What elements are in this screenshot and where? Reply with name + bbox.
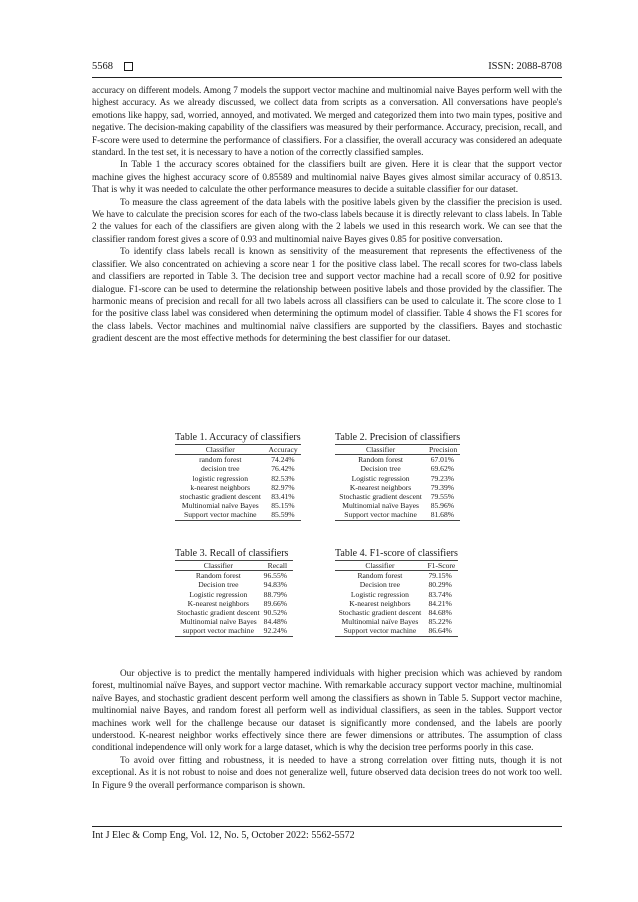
table-row [335, 617, 458, 626]
value-cell: 79.23% [430, 473, 455, 483]
table-row [335, 590, 458, 599]
classifier-cell: Multinomial naïve Bayes [179, 617, 257, 627]
paragraph: accuracy on different models. Among 7 models the support vector machine and multinomial naive Bayes perform well with the highest accuracy. As we already discussed, we collect data from scripts as a conversation. All conversations have people's emotions like happy, sad, worried, annoyed, and motivated. We merged and categorized them into two main types, positive and negative. The decision-making capability of the classifiers was measured by their performance. Accuracy, precision, recall, and F-score were used to determine the performance of classifiers. For a classifier, the overall accuracy was considered an adequate standard. In the test set, it is necessary to have a notion of the correctly classified samples. [92, 85, 562, 158]
classifier-cell: logistic regression [192, 473, 248, 483]
table-row [335, 580, 458, 589]
table-row [335, 464, 460, 473]
value-cell: 94.83% [263, 580, 288, 590]
value-cell: 92.24% [262, 626, 293, 636]
value-cell: 85.96% [430, 501, 455, 511]
classifier-cell: decision tree [200, 464, 240, 474]
classifier-cell: K-nearest neighbors [349, 482, 412, 492]
footer-citation: Int J Elec & Comp Eng, Vol. 12, No. 5, October 2022: 5562-5572 [92, 830, 355, 841]
value-cell: 76.42% [271, 464, 295, 474]
table-row [175, 483, 301, 492]
value-cell: 79.55% [430, 492, 455, 502]
paragraph: Our objective is to predict the mentally hampered individuals with higher precision which was achieved by random forest, multinomial naïve Bayes, and support vector machine. With remarkable accuracy support vector machine, multinomial naïve Bayes, and stochastic gradient descent perform well among the classifiers as shown in Table 5. Support vector machine, multinomial naive Bayes, and random forest all perform well as individual classifiers, as seen in the tables. Support vector machines work well for the challenge because our dataset is significantly more condensed, and the labels are poorly understood. K-nearest neighbor works effectively since there are fewer dimensions or attributes. The assumption of class conditional independence will only work for a large dataset, which is why the decision tree performs poorly in this case. [92, 668, 562, 753]
classifier-cell: Random forest [358, 455, 404, 465]
table-row [335, 474, 460, 483]
column-header: Precision [426, 445, 460, 455]
classifier-cell: random forest [199, 455, 242, 465]
classifier-cell: Support vector machine [335, 510, 426, 520]
value-cell: 69.62% [430, 464, 455, 474]
classifier-cell: Decision tree [360, 464, 401, 474]
table-row [175, 617, 293, 626]
table-row [175, 608, 293, 617]
table-3-recall [175, 547, 293, 637]
table-row [335, 501, 460, 510]
table-row [175, 474, 301, 483]
value-cell: 84.68% [428, 608, 452, 618]
classifier-cell: Stochastic gradient descent [177, 608, 260, 618]
value-cell: 83.41% [271, 492, 295, 502]
table-row [335, 599, 458, 608]
value-cell: 88.79% [263, 589, 288, 599]
table-row [175, 464, 301, 473]
separator-square-icon [124, 62, 133, 71]
value-cell: 85.15% [271, 501, 295, 511]
classifier-cell: K-nearest neighbors [349, 598, 411, 608]
value-cell: 79.39% [430, 482, 455, 492]
classifier-cell: Multinomial naïve Bayes [181, 501, 259, 511]
value-cell: 67.01% [430, 455, 455, 465]
value-cell: 84.48% [263, 617, 288, 627]
classifier-cell: Decision tree [359, 580, 401, 590]
column-header: Recall [262, 561, 293, 571]
table-row [175, 492, 301, 501]
paragraph: In Table 1 the accuracy scores obtained for the classifiers built are given. Here it is clear that the support vector machine gives the highest accuracy score of 0.85589 and multinomial naive Bayes gives almost similar accuracy of 0.8513. That is why it was needed to calculate the other performance measures to decide a suitable classifier for our dataset. [92, 159, 562, 195]
classifier-cell: Random forest [195, 571, 241, 581]
table-4-f1-score [335, 547, 458, 637]
column-header: Classifier [335, 445, 426, 455]
body-text-bottom [92, 667, 562, 791]
issn: ISSN: 2088-8708 [488, 61, 562, 72]
table-row [335, 455, 460, 465]
value-cell: 86.64% [425, 626, 458, 636]
value-cell: 80.29% [428, 580, 452, 590]
table-2-precision [335, 431, 460, 521]
header-rule [92, 77, 562, 78]
classifier-cell: Logistic regression [350, 589, 409, 599]
value-cell: 89.66% [263, 598, 288, 608]
table-row [335, 626, 458, 636]
table-row [335, 510, 460, 520]
value-cell: 82.97% [271, 482, 295, 492]
page-number: 5568 [92, 61, 113, 72]
classifier-cell: Random forest [357, 571, 403, 581]
value-cell: 84.21% [428, 598, 452, 608]
classifier-cell: K-nearest neighbors [187, 598, 250, 608]
page-header [92, 61, 562, 75]
table-caption: Table 1. Accuracy of classifiers [175, 432, 301, 443]
table-row [175, 580, 293, 589]
table-caption: Table 4. F1-score of classifiers [335, 548, 458, 559]
classifier-cell: Support vector machine [175, 510, 266, 520]
column-header: F1-Score [425, 561, 458, 571]
table-row [335, 492, 460, 501]
table-caption: Table 3. Recall of classifiers [175, 548, 289, 559]
classifier-cell: support vector machine [175, 626, 262, 636]
table-row [175, 571, 293, 581]
table-row [175, 599, 293, 608]
table-row [335, 571, 458, 581]
table-row [175, 510, 301, 520]
table-caption: Table 2. Precision of classifiers [335, 432, 461, 443]
value-cell: 79.15% [428, 571, 452, 581]
table-row [175, 590, 293, 599]
classifier-cell: Logistic regression [189, 589, 248, 599]
paragraph: To avoid over fitting and robustness, it is needed to have a strong correlation over fitting nuts, though it is not exceptional. As it is not robust to noise and does not generalize well, future observed data decision trees do not work too well. In Figure 9 the overall performance comparison is shown. [92, 754, 562, 790]
table-row [175, 626, 293, 636]
table-row [175, 501, 301, 510]
table-row [335, 483, 460, 492]
body-text-top [92, 84, 562, 345]
column-header: Classifier [175, 445, 266, 455]
value-cell: 82.53% [271, 473, 295, 483]
value-cell: 74.24% [271, 455, 295, 465]
value-cell: 96.55% [263, 571, 288, 581]
classifier-cell: Multinomial naïve Bayes [342, 501, 419, 511]
classifier-cell: Stochastic gradient descent [339, 492, 422, 502]
classifier-cell: Stochastic gradient descent [338, 608, 422, 618]
value-cell: 90.52% [263, 608, 288, 618]
column-header: Accuracy [266, 445, 301, 455]
value-cell: 83.74% [428, 589, 452, 599]
classifier-cell: stochastic gradient descent [179, 492, 261, 502]
column-header: Classifier [175, 561, 262, 571]
value-cell: 85.59% [266, 510, 301, 520]
column-header: Classifier [335, 561, 425, 571]
classifier-cell: Decision tree [198, 580, 239, 590]
table-row [175, 455, 301, 465]
value-cell: 81.68% [426, 510, 460, 520]
classifier-cell: Support vector machine [335, 626, 425, 636]
table-1-accuracy [175, 431, 301, 521]
paragraph: To identify class labels recall is known as sensitivity of the measurement that represents the effectiveness of the classifier. We also concentrated on achieving a score near 1 for the positive class label. The recall scores for two-class labels and classifiers are reported in Table 3. The decision tree and support vector machine had a recall score of 0.92 for positive dialogue. F1-score can be used to determine the relationship between positive labels and those provided by the classifier. The harmonic means of precision and recall for all two labels across all classifiers can be used to calculate it. The score close to 1 for the positive class label was considered when determining the optimum model of classifier. Table 4 shows the F1 scores for the class labels. Vector machines and multinomial naïve classifiers are supported by the classifiers. Bayes and stochastic gradient descent are the most effective methods for determining the best classifier for our dataset. [92, 246, 562, 344]
classifier-cell: Logistic regression [351, 473, 410, 483]
value-cell: 85.22% [428, 617, 452, 627]
footer-rule [92, 826, 562, 827]
classifier-cell: k-nearest neighbors [190, 482, 251, 492]
paragraph: To measure the class agreement of the data labels with the positive labels given by the classifier the precision is used. We have to calculate the precision scores for each of the two-class labels because it is directly relevant to class labels. In Table 2 the values for each of the classifiers are given along with the 2 labels we used in this research work. We can see that the classifier random forest gives a score of 0.93 and multinomial naive Bayes gives 0.85 for positive conversation. [92, 196, 562, 244]
table-row [335, 608, 458, 617]
classifier-cell: Multinomial naïve Bayes [341, 617, 419, 627]
